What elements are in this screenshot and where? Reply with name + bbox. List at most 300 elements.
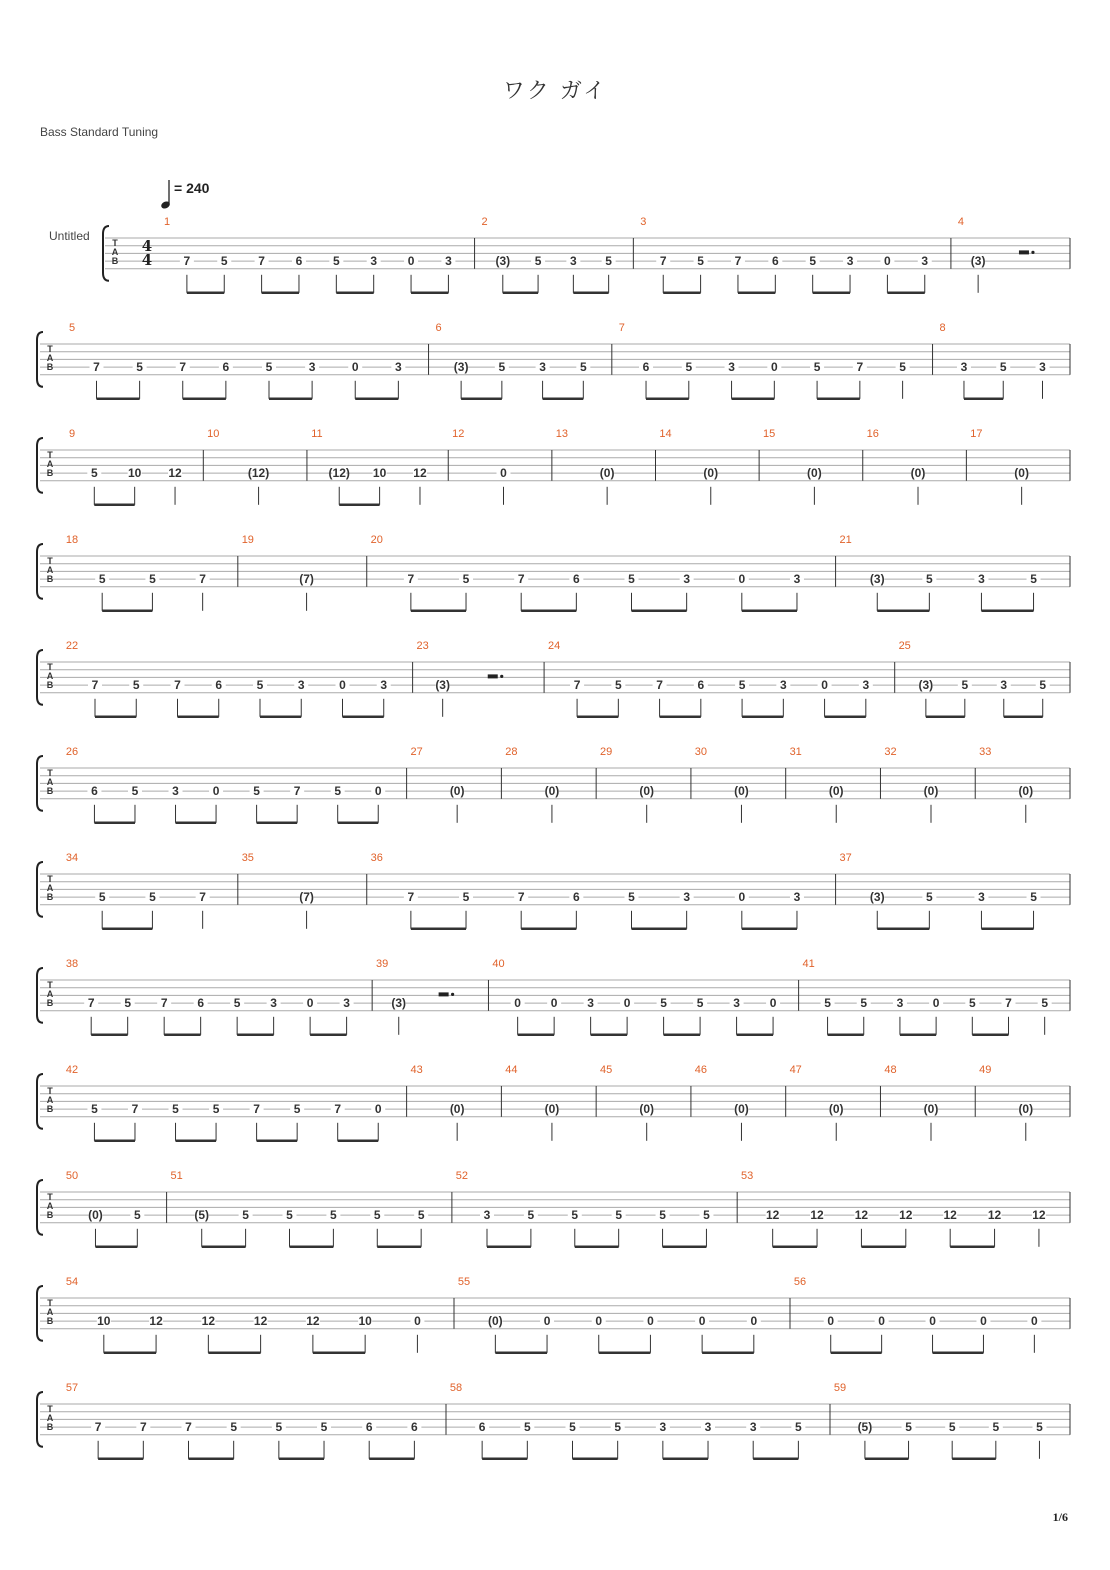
fret-number: 3 — [683, 890, 691, 905]
fret-number: 5 — [569, 1420, 576, 1435]
measure-number: 10 — [207, 428, 220, 440]
measure-number: 59 — [833, 1382, 847, 1394]
fret-number: 6 — [697, 678, 705, 693]
fret-number: 7 — [199, 572, 206, 587]
measure-number: 28 — [505, 746, 518, 758]
fret-number: 0 — [770, 360, 778, 375]
fret-number: 5 — [131, 784, 139, 799]
tab-clef-letter: B — [46, 1422, 54, 1432]
fret-number: 3 — [1000, 678, 1008, 693]
fret-number: 6 — [295, 254, 303, 269]
fret-number: 0 — [821, 678, 828, 693]
tab-clef-letter: A — [46, 459, 54, 469]
measure-number: 53 — [741, 1170, 754, 1182]
fret-number: 5 — [696, 996, 704, 1011]
rest-dot — [1031, 251, 1034, 254]
fret-number: 5 — [98, 890, 106, 905]
page-title: ワク ガイ — [502, 79, 608, 104]
tab-clef-letter: B — [46, 998, 54, 1008]
fret-number: (0) — [544, 1102, 560, 1117]
fret-number: 7 — [87, 996, 95, 1011]
fret-number: 7 — [160, 996, 168, 1011]
measure-number: 54 — [65, 1276, 79, 1288]
fret-number: (0) — [449, 1102, 465, 1117]
fret-number: 6 — [91, 784, 98, 799]
measure-number: 20 — [370, 534, 383, 546]
tab-clef-letter: B — [46, 574, 54, 584]
tab-clef-letter: B — [46, 1316, 54, 1326]
tab-clef-letter: B — [46, 1210, 54, 1220]
fret-number: (12) — [247, 466, 270, 481]
fret-number: 5 — [253, 784, 260, 799]
tab-clef-letter: B — [46, 362, 54, 372]
fret-number: 5 — [132, 678, 140, 693]
fret-number: 5 — [615, 1208, 623, 1223]
fret-number: (3) — [869, 572, 885, 587]
measure-number: 8 — [939, 322, 946, 334]
fret-number: 6 — [411, 1420, 418, 1435]
fret-number: 5 — [992, 1420, 1000, 1435]
fret-number: 5 — [527, 1208, 535, 1223]
measure-number: 17 — [970, 428, 983, 440]
fret-number: 0 — [550, 996, 558, 1011]
fret-number: 5 — [334, 784, 342, 799]
fret-number: 7 — [253, 1102, 260, 1117]
fret-number: 7 — [407, 572, 415, 587]
fret-number: (5) — [857, 1420, 873, 1435]
fret-number: 3 — [297, 678, 305, 693]
measure-number: 16 — [866, 428, 879, 440]
fret-number: 5 — [523, 1420, 531, 1435]
tab-clef-letter: B — [46, 680, 54, 690]
measure-number: 48 — [884, 1064, 897, 1076]
measure-number: 45 — [600, 1064, 613, 1076]
fret-number: 0 — [374, 1102, 382, 1117]
fret-number: 3 — [343, 996, 350, 1011]
fret-number: 3 — [978, 572, 985, 587]
fret-number: 3 — [846, 254, 854, 269]
fret-number: 7 — [179, 360, 187, 375]
fret-number: 3 — [749, 1420, 757, 1435]
fret-number: 6 — [222, 360, 230, 375]
measure-number: 43 — [410, 1064, 423, 1076]
tuning-label: Bass Standard Tuning — [40, 125, 159, 139]
fret-number: 5 — [417, 1208, 425, 1223]
fret-number: 0 — [414, 1314, 421, 1329]
measure-number: 33 — [979, 746, 992, 758]
fret-number: 7 — [856, 360, 864, 375]
tab-clef-letter: A — [46, 353, 54, 363]
fret-number: 5 — [330, 1208, 337, 1223]
measure-number: 12 — [452, 428, 465, 440]
measure-number: 47 — [789, 1064, 802, 1076]
tab-clef-letter: T — [47, 768, 53, 778]
fret-number: (0) — [734, 784, 749, 799]
fret-number: 5 — [534, 254, 542, 269]
fret-number: 12 — [765, 1208, 780, 1223]
tab-clef-letter: T — [47, 662, 53, 672]
fret-number: 5 — [91, 1102, 98, 1117]
fret-number: 3 — [896, 996, 904, 1011]
fret-number: 12 — [987, 1208, 1002, 1223]
fret-number: 7 — [183, 254, 191, 269]
fret-number: 3 — [793, 890, 801, 905]
fret-number: 3 — [978, 890, 985, 905]
half-rest — [488, 674, 498, 678]
fret-number: 5 — [628, 572, 635, 587]
page-number: 1/6 — [1052, 1510, 1068, 1524]
measure-number: 31 — [789, 746, 802, 758]
fret-number: 0 — [374, 784, 382, 799]
tab-clef-letter: T — [47, 1298, 53, 1308]
fret-number: (0) — [1014, 466, 1029, 481]
fret-number: (3) — [495, 254, 511, 269]
fret-number: 5 — [1041, 996, 1049, 1011]
fret-number: 5 — [462, 572, 470, 587]
measure-number: 35 — [241, 852, 254, 864]
measure-number: 55 — [457, 1276, 471, 1288]
fret-number: (3) — [435, 678, 450, 693]
fret-number: 10 — [97, 1314, 111, 1329]
fret-number: (0) — [88, 1208, 103, 1223]
tab-clef-letter: A — [46, 883, 54, 893]
fret-number: 3 — [587, 996, 594, 1011]
measure-number: 38 — [65, 958, 79, 970]
measure-number: 29 — [600, 746, 613, 758]
tab-clef-letter: A — [111, 247, 119, 257]
fret-number: 7 — [94, 1420, 102, 1435]
fret-number: 5 — [685, 360, 693, 375]
fret-number: 3 — [779, 678, 787, 693]
fret-number: 5 — [571, 1208, 579, 1223]
fret-number: 0 — [595, 1314, 603, 1329]
fret-number: 5 — [1030, 890, 1037, 905]
fret-number: (3) — [391, 996, 407, 1011]
fret-number: 0 — [339, 678, 346, 693]
fret-number: 0 — [647, 1314, 654, 1329]
tab-clef-letter: T — [47, 1404, 53, 1414]
fret-number: 5 — [579, 360, 587, 375]
tab-clef-letter: B — [46, 1104, 54, 1114]
time-signature-top: 4 — [141, 237, 153, 255]
fret-number: 6 — [572, 572, 580, 587]
fret-number: 5 — [373, 1208, 381, 1223]
measure-number: 41 — [802, 958, 815, 970]
measure-number: 25 — [898, 640, 911, 652]
tab-clef-letter: B — [46, 892, 54, 902]
fret-number: 5 — [149, 572, 156, 587]
tempo-value: = 240 — [174, 180, 210, 196]
fret-number: 5 — [961, 678, 969, 693]
fret-number: 5 — [860, 996, 868, 1011]
measure-number: 49 — [979, 1064, 992, 1076]
fret-number: 0 — [543, 1314, 551, 1329]
fret-number: 3 — [704, 1420, 712, 1435]
fret-number: (0) — [488, 1314, 503, 1329]
fret-number: 3 — [733, 996, 740, 1011]
fret-number: 0 — [827, 1314, 835, 1329]
fret-number: (12) — [328, 466, 350, 481]
fret-number: 5 — [275, 1420, 283, 1435]
fret-number: 0 — [623, 996, 631, 1011]
fret-number: 0 — [738, 890, 746, 905]
fret-number: 5 — [220, 254, 228, 269]
fret-number: 3 — [483, 1208, 491, 1223]
fret-number: 3 — [445, 254, 452, 269]
fret-number: 5 — [926, 572, 933, 587]
fret-number: 0 — [980, 1314, 987, 1329]
measure-number: 7 — [618, 322, 625, 334]
fret-number: 5 — [614, 678, 622, 693]
measure-number: 4 — [957, 216, 964, 228]
measure-number: 52 — [455, 1170, 469, 1182]
fret-number: 6 — [365, 1420, 373, 1435]
rest-dot — [500, 675, 503, 678]
fret-number: 5 — [320, 1420, 328, 1435]
tab-clef-letter: T — [47, 556, 53, 566]
fret-number: 5 — [293, 1102, 301, 1117]
fret-number: 5 — [697, 254, 704, 269]
tab-clef-letter: A — [46, 1307, 54, 1317]
tab-clef-letter: T — [47, 980, 53, 990]
fret-number: 5 — [1039, 678, 1047, 693]
measure-number: 42 — [65, 1064, 79, 1076]
fret-number: 7 — [334, 1102, 342, 1117]
fret-number: 5 — [795, 1420, 802, 1435]
measure-number: 51 — [170, 1170, 183, 1182]
measure-number: 2 — [481, 216, 488, 228]
fret-number: 3 — [862, 678, 870, 693]
fret-number: 7 — [573, 678, 581, 693]
fret-number: 0 — [769, 996, 777, 1011]
fret-number: 5 — [256, 678, 264, 693]
measure-number: 50 — [65, 1170, 79, 1182]
measure-number: 15 — [762, 428, 776, 440]
tab-clef-letter: A — [46, 1201, 54, 1211]
fret-number: 3 — [921, 254, 929, 269]
fret-number: 12 — [810, 1208, 824, 1223]
fret-number: 5 — [172, 1102, 179, 1117]
fret-number: 5 — [899, 360, 906, 375]
measure-number: 18 — [65, 534, 79, 546]
fret-number: 3 — [172, 784, 179, 799]
measure-number: 40 — [492, 958, 505, 970]
measure-number: 22 — [65, 640, 79, 652]
fret-number: (0) — [807, 466, 822, 481]
fret-number: 5 — [265, 360, 273, 375]
fret-number: 5 — [98, 572, 106, 587]
fret-number: 6 — [771, 254, 779, 269]
half-rest — [1019, 250, 1029, 254]
measure-number: 58 — [449, 1382, 463, 1394]
fret-number: 12 — [168, 466, 182, 481]
fret-number: 5 — [136, 360, 143, 375]
fret-number: (0) — [449, 784, 465, 799]
measure-number: 21 — [839, 534, 852, 546]
measure-number: 23 — [416, 640, 429, 652]
fret-number: 5 — [703, 1208, 710, 1223]
fret-number: 6 — [215, 678, 223, 693]
fret-number: (0) — [544, 784, 560, 799]
measure-number: 36 — [370, 852, 383, 864]
fret-number: 3 — [793, 572, 801, 587]
fret-number: 5 — [1036, 1420, 1043, 1435]
fret-number: (3) — [918, 678, 934, 693]
fret-number: 5 — [286, 1208, 293, 1223]
fret-number: 0 — [932, 996, 940, 1011]
fret-number: 5 — [738, 678, 746, 693]
fret-number: 3 — [683, 572, 691, 587]
tab-clef-letter: T — [47, 874, 53, 884]
fret-number: 12 — [854, 1208, 869, 1223]
measure-number: 24 — [547, 640, 561, 652]
fret-number: 7 — [91, 678, 99, 693]
fret-number: 6 — [572, 890, 580, 905]
fret-number: 7 — [131, 1102, 139, 1117]
fret-number: 12 — [253, 1314, 268, 1329]
fret-number: 5 — [948, 1420, 956, 1435]
fret-number: (0) — [1018, 784, 1034, 799]
fret-number: (3) — [869, 890, 885, 905]
measure-number: 9 — [68, 428, 76, 440]
fret-number: 0 — [878, 1314, 885, 1329]
fret-number: 0 — [738, 572, 746, 587]
measure-number: 34 — [65, 852, 79, 864]
measure-number: 11 — [311, 428, 323, 440]
measure-number: 26 — [65, 746, 79, 758]
fret-number: 5 — [813, 360, 821, 375]
fret-number: 0 — [306, 996, 314, 1011]
fret-number: 0 — [750, 1314, 758, 1329]
fret-number: 5 — [605, 254, 612, 269]
fret-number: 5 — [968, 996, 976, 1011]
fret-number: 6 — [478, 1420, 486, 1435]
fret-number: 5 — [133, 1208, 141, 1223]
fret-number: 3 — [960, 360, 968, 375]
fret-number: (0) — [639, 784, 655, 799]
fret-number: 7 — [199, 890, 206, 905]
measure-number: 6 — [435, 322, 442, 334]
fret-number: 3 — [308, 360, 316, 375]
tab-clef-letter: T — [112, 238, 118, 248]
fret-number: 0 — [884, 254, 891, 269]
fret-number: 7 — [258, 254, 265, 269]
fret-number: (0) — [734, 1102, 749, 1117]
fret-number: 7 — [185, 1420, 192, 1435]
tab-clef-letter: B — [46, 468, 54, 478]
measure-number: 46 — [694, 1064, 708, 1076]
fret-number: 3 — [395, 360, 402, 375]
fret-number: 5 — [628, 890, 635, 905]
fret-number: 5 — [809, 254, 817, 269]
fret-number: 0 — [698, 1314, 706, 1329]
fret-number: 5 — [332, 254, 340, 269]
fret-number: 5 — [905, 1420, 912, 1435]
fret-number: 7 — [656, 678, 663, 693]
fret-number: (0) — [923, 1102, 939, 1117]
tab-clef-letter: A — [46, 989, 54, 999]
fret-number: (0) — [703, 466, 719, 481]
tab-clef-letter: A — [46, 671, 54, 681]
fret-number: 7 — [517, 890, 525, 905]
fret-number: 7 — [1005, 996, 1012, 1011]
fret-number: 3 — [270, 996, 277, 1011]
fret-number: 3 — [659, 1420, 667, 1435]
tab-clef-letter: A — [46, 1413, 54, 1423]
fret-number: (3) — [970, 254, 986, 269]
fret-number: 7 — [93, 360, 100, 375]
fret-number: 5 — [660, 996, 667, 1011]
measure-number: 19 — [241, 534, 254, 546]
fret-number: 12 — [1032, 1208, 1046, 1223]
fret-number: (0) — [828, 1102, 844, 1117]
fret-number: 5 — [230, 1420, 238, 1435]
fret-number: 3 — [1039, 360, 1046, 375]
fret-number: (0) — [1018, 1102, 1034, 1117]
tab-clef-letter: T — [47, 1086, 53, 1096]
fret-number: 12 — [306, 1314, 320, 1329]
fret-number: (0) — [923, 784, 939, 799]
measure-number: 14 — [659, 428, 672, 440]
fret-number: (0) — [599, 466, 615, 481]
measure-number: 56 — [793, 1276, 807, 1288]
measure-number: 3 — [640, 216, 647, 228]
fret-number: 5 — [926, 890, 933, 905]
fret-number: (0) — [828, 784, 844, 799]
time-signature-bottom: 4 — [141, 251, 153, 269]
half-rest — [439, 992, 449, 996]
fret-number: 12 — [899, 1208, 913, 1223]
measure-number: 32 — [884, 746, 897, 758]
fret-number: 0 — [929, 1314, 936, 1329]
fret-number: 5 — [242, 1208, 249, 1223]
fret-number: 5 — [462, 890, 470, 905]
fret-number: (5) — [194, 1208, 210, 1223]
fret-number: 10 — [358, 1314, 372, 1329]
fret-number: 10 — [372, 466, 387, 481]
measure-number: 13 — [555, 428, 568, 440]
fret-number: 7 — [174, 678, 181, 693]
fret-number: 12 — [149, 1314, 163, 1329]
fret-number: 7 — [517, 572, 525, 587]
fret-number: 5 — [149, 890, 156, 905]
fret-number: 3 — [728, 360, 735, 375]
fret-number: 5 — [124, 996, 132, 1011]
fret-number: 5 — [1030, 572, 1037, 587]
fret-number: 0 — [500, 466, 507, 481]
tab-clef-letter: B — [46, 786, 54, 796]
tab-clef-letter: T — [47, 1192, 53, 1202]
fret-number: 12 — [201, 1314, 216, 1329]
fret-number: 7 — [139, 1420, 147, 1435]
tab-clef-letter: T — [47, 344, 53, 354]
measure-number: 5 — [68, 322, 76, 334]
fret-number: 7 — [734, 254, 742, 269]
fret-number: 0 — [514, 996, 521, 1011]
tab-clef-letter: A — [46, 777, 54, 787]
fret-number: 0 — [1031, 1314, 1038, 1329]
measure-number: 39 — [376, 958, 389, 970]
fret-number: 3 — [570, 254, 577, 269]
fret-number: 12 — [943, 1208, 957, 1223]
fret-number: (7) — [299, 890, 314, 905]
rest-dot — [451, 993, 454, 996]
fret-number: 7 — [659, 254, 667, 269]
fret-number: (7) — [299, 572, 314, 587]
fret-number: (3) — [453, 360, 469, 375]
fret-number: (0) — [639, 1102, 655, 1117]
fret-number: 0 — [351, 360, 359, 375]
